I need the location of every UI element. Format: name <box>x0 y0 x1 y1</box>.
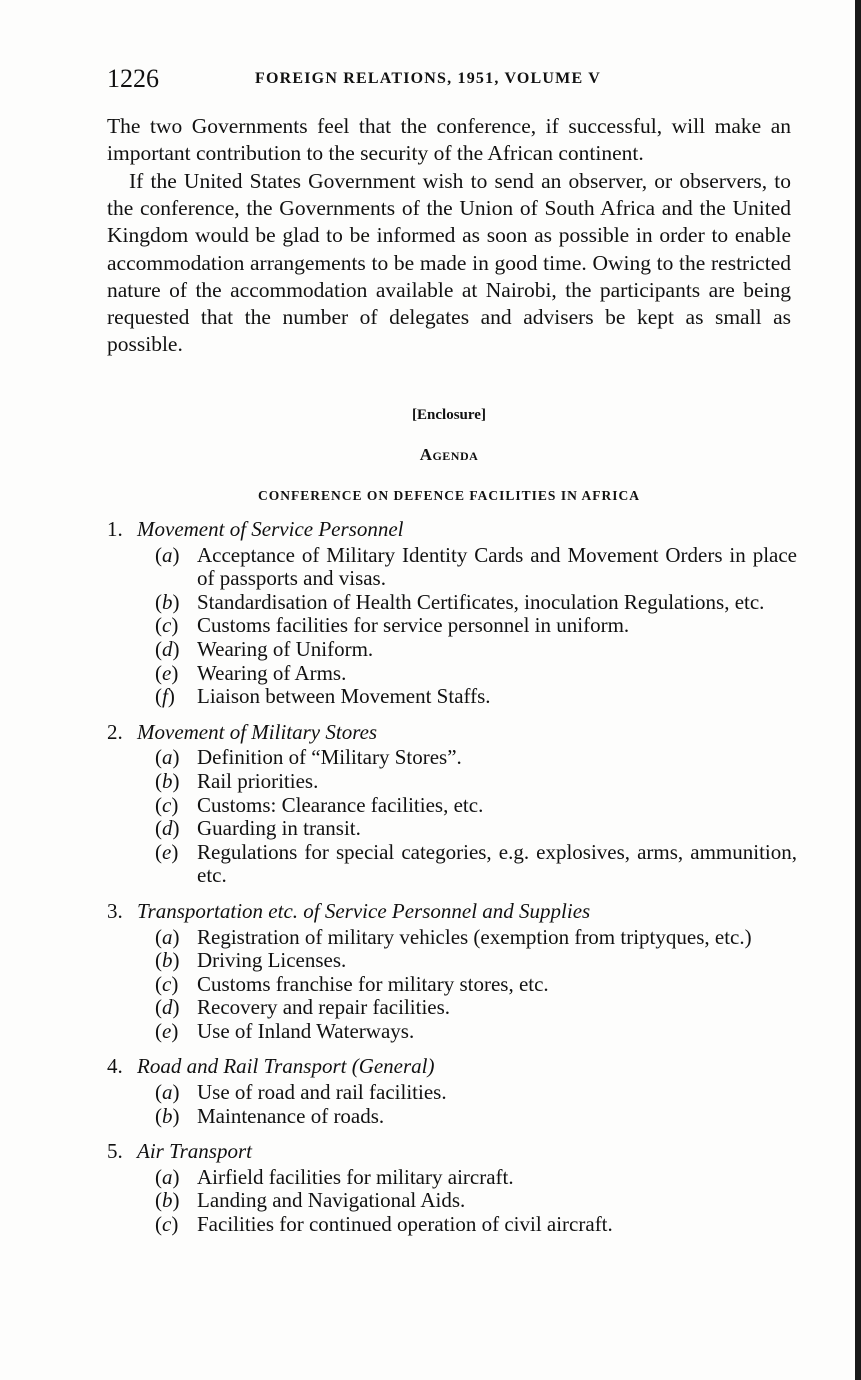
item-text: Standardisation of Health Certificates, inoculation Regulations, etc. <box>197 589 765 614</box>
list-item <box>155 926 797 950</box>
list-item <box>155 1020 797 1044</box>
item-text: Regulations for special categories, e.g. explosives, arms, ammunition, etc. <box>197 839 797 888</box>
running-title: FOREIGN RELATIONS, 1951, VOLUME V <box>255 70 601 87</box>
list-item <box>155 685 797 709</box>
list-item <box>155 544 797 591</box>
section-number: 5. <box>107 1139 123 1164</box>
section-number: 3. <box>107 898 123 923</box>
section-heading <box>107 900 797 924</box>
item-letter-value: b <box>162 1103 173 1128</box>
item-letter: (a) <box>155 542 180 567</box>
item-letter: (f) <box>155 684 175 709</box>
agenda-list <box>107 518 797 1249</box>
item-text: Driving Licenses. <box>197 948 347 973</box>
list-item <box>155 662 797 686</box>
item-letter-value: b <box>162 589 173 614</box>
item-text: Use of Inland Waterways. <box>197 1018 415 1043</box>
item-letter: (e) <box>155 839 179 864</box>
list-item <box>155 1166 797 1190</box>
agenda-section <box>107 1055 797 1128</box>
item-text: Registration of military vehicles (exemption from triptyques, etc.) <box>197 924 752 949</box>
section-title: Road and Rail Transport (General) <box>137 1054 435 1079</box>
item-text: Customs facilities for service personnel in uniform. <box>197 613 630 638</box>
list-item <box>155 770 797 794</box>
list-item <box>155 794 797 818</box>
item-letter-value: f <box>162 684 168 709</box>
item-letter: (a) <box>155 1164 180 1189</box>
item-text: Customs: Clearance facilities, etc. <box>197 792 484 817</box>
paragraph-1: The two Governments feel that the conference, if successful, will make an important contribution to the security of the African continent. <box>107 114 791 166</box>
section-number: 4. <box>107 1054 123 1079</box>
list-item <box>155 1081 797 1105</box>
enclosure-label: [Enclosure] <box>412 407 486 423</box>
section-heading <box>107 518 797 542</box>
section-number: 2. <box>107 719 123 744</box>
item-letter: (c) <box>155 971 179 996</box>
section-title: Movement of Military Stores <box>137 719 378 744</box>
conference-title: CONFERENCE ON DEFENCE FACILITIES IN AFRICA <box>258 488 640 503</box>
list-item <box>155 1213 797 1237</box>
item-text: Use of road and rail facilities. <box>197 1080 447 1105</box>
item-text: Guarding in transit. <box>197 816 361 841</box>
item-letter: (b) <box>155 589 180 614</box>
item-letter-value: c <box>162 1212 172 1237</box>
section-heading <box>107 1055 797 1079</box>
list-item <box>155 1189 797 1213</box>
paragraph-2: If the United States Government wish to send an observer, or observers, to the conference, the Governments of the Union of South Africa and the United Kingdom would be glad to be informed as soon as possible in order to enable accommodation arrangements to be made in good time. Owing to the restricted nature of the accommodation available at Nairobi, the participants are being requested that the number of delegates and advisers be kept as small as possible. <box>107 169 791 357</box>
item-text: Recovery and repair facilities. <box>197 995 451 1020</box>
list-item <box>155 996 797 1020</box>
item-letter: (b) <box>155 1103 180 1128</box>
section-heading <box>107 1140 797 1164</box>
item-letter: (c) <box>155 613 179 638</box>
item-letter: (d) <box>155 816 180 841</box>
item-letter: (b) <box>155 1188 180 1213</box>
item-text: Maintenance of roads. <box>197 1103 385 1128</box>
item-letter-value: d <box>162 995 173 1020</box>
list-item <box>155 1105 797 1129</box>
item-letter: (d) <box>155 995 180 1020</box>
item-letter-value: b <box>162 948 173 973</box>
agenda-section <box>107 518 797 709</box>
item-letter-value: b <box>162 1188 173 1213</box>
section-heading <box>107 721 797 745</box>
item-letter: (b) <box>155 768 180 793</box>
list-item <box>155 949 797 973</box>
list-item <box>155 638 797 662</box>
page-edge <box>855 0 861 1380</box>
item-text: Customs franchise for military stores, etc. <box>197 971 549 996</box>
item-letter-value: e <box>162 839 172 864</box>
list-item <box>155 841 797 888</box>
agenda-section <box>107 721 797 888</box>
agenda-section <box>107 900 797 1044</box>
item-letter-value: a <box>162 924 173 949</box>
item-letter-value: d <box>162 816 173 841</box>
section-title: Movement of Service Personnel <box>137 517 404 541</box>
item-letter: (a) <box>155 924 180 949</box>
section-title: Transportation etc. of Service Personnel and Supplies <box>137 898 591 923</box>
item-letter-value: e <box>162 660 172 685</box>
item-text: Wearing of Uniform. <box>197 636 374 661</box>
item-letter: (c) <box>155 1212 179 1237</box>
item-letter: (a) <box>155 745 180 770</box>
item-text: Liaison between Movement Staffs. <box>197 684 491 709</box>
page-number: 1226 <box>107 64 159 93</box>
item-letter: (d) <box>155 636 180 661</box>
item-letter-value: c <box>162 613 172 638</box>
item-text: Rail priorities. <box>197 768 319 793</box>
list-item <box>155 591 797 615</box>
item-text: Landing and Navigational Aids. <box>197 1188 466 1213</box>
item-letter-value: c <box>162 971 172 996</box>
list-item <box>155 746 797 770</box>
item-letter-value: b <box>162 768 173 793</box>
item-text: Definition of “Military Stores”. <box>197 745 462 770</box>
list-item <box>155 614 797 638</box>
item-letter-value: d <box>162 636 173 661</box>
agenda-title: Agenda <box>419 445 479 464</box>
list-item <box>155 973 797 997</box>
item-letter-value: a <box>162 1080 173 1105</box>
list-item <box>155 817 797 841</box>
item-letter-value: c <box>162 792 172 817</box>
item-text: Acceptance of Military Identity Cards and Movement Orders in place of passports and visas. <box>197 542 797 591</box>
item-text: Airfield facilities for military aircraft. <box>197 1164 514 1189</box>
item-letter: (a) <box>155 1080 180 1105</box>
agenda-section <box>107 1140 797 1236</box>
item-letter: (e) <box>155 1018 179 1043</box>
item-letter: (e) <box>155 660 179 685</box>
item-letter-value: e <box>162 1018 172 1043</box>
item-text: Wearing of Arms. <box>197 660 347 685</box>
section-number: 1. <box>107 517 123 541</box>
item-text: Facilities for continued operation of civil aircraft. <box>197 1212 613 1237</box>
item-letter-value: a <box>162 542 173 567</box>
item-letter-value: a <box>162 745 173 770</box>
page-header <box>107 62 797 94</box>
item-letter-value: a <box>162 1164 173 1189</box>
item-letter: (b) <box>155 948 180 973</box>
item-letter: (c) <box>155 792 179 817</box>
section-title: Air Transport <box>137 1139 252 1164</box>
